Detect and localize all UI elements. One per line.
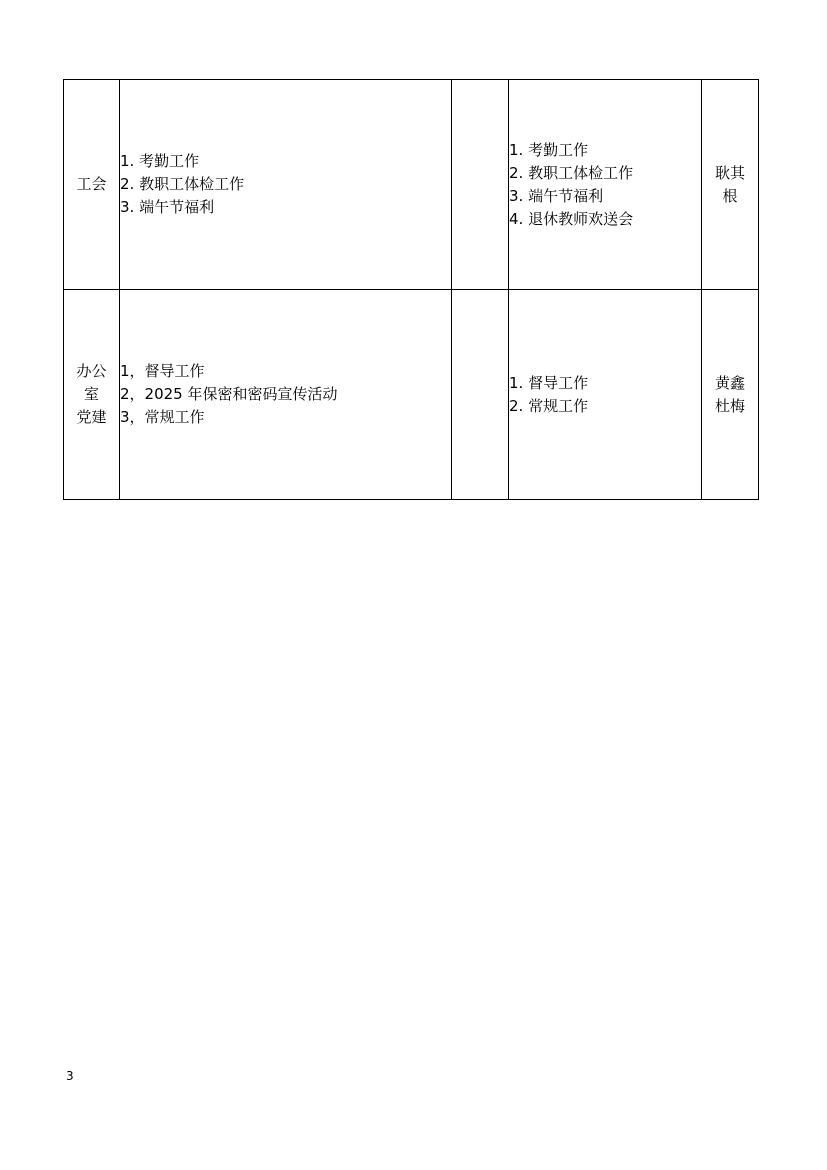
done-item: 2. 教职工体检工作	[509, 163, 634, 182]
done-item: 4. 退休教师欢送会	[509, 209, 634, 228]
plan-item: 2. 教职工体检工作	[120, 175, 245, 193]
person-line: 根	[722, 186, 738, 205]
plan-item: 1. 考勤工作	[120, 152, 200, 170]
person-cell	[702, 290, 759, 500]
empty-cell	[452, 80, 509, 290]
plan-item: 3. 端午节福利	[120, 198, 215, 216]
page-number: 3	[66, 1069, 74, 1083]
department-line: 工会	[76, 175, 107, 193]
done-items-cell	[509, 80, 702, 290]
schedule-table	[63, 79, 759, 500]
plan-item: 2，2025 年保密和密码宣传活动	[120, 385, 338, 403]
plan-items-cell	[120, 290, 452, 500]
table-row-office	[64, 290, 759, 500]
done-items-cell	[509, 290, 702, 500]
department-cell	[64, 80, 120, 290]
person-cell	[702, 80, 759, 290]
done-item: 2. 常规工作	[509, 396, 589, 415]
department-line: 办公	[76, 362, 107, 380]
department-line: 室	[83, 385, 99, 403]
done-item: 1. 督导工作	[509, 373, 589, 392]
person-line: 耿其	[714, 163, 745, 182]
empty-cell	[452, 290, 509, 500]
table-row-union	[64, 80, 759, 290]
person-line: 黄鑫	[714, 373, 745, 392]
plan-item: 3，常规工作	[120, 408, 205, 426]
done-item: 3. 端午节福利	[509, 186, 604, 205]
done-item: 1. 考勤工作	[509, 140, 589, 159]
plan-items-cell	[120, 80, 452, 290]
plan-item: 1，督导工作	[120, 362, 205, 380]
department-line: 党建	[76, 408, 107, 426]
person-line: 杜梅	[714, 396, 745, 415]
department-cell	[64, 290, 120, 500]
